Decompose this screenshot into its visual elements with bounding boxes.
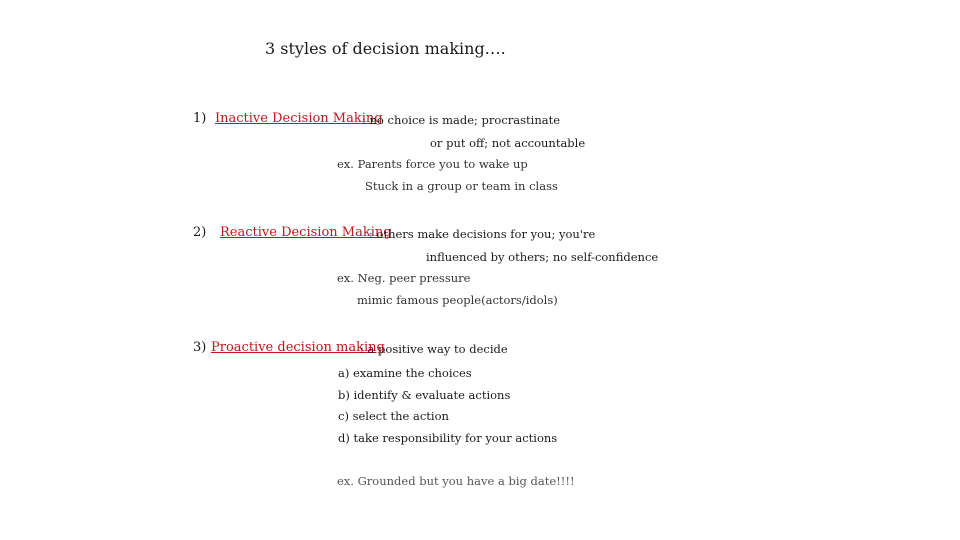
- section-3-number: 3): [193, 340, 207, 355]
- section-3-heading: Proactive decision making: [211, 340, 385, 355]
- section-2-desc-line1: : others make decisions for you; you're: [369, 227, 596, 241]
- section-3-example-line1: ex. Grounded but you have a big date!!!!: [337, 474, 575, 488]
- section-1-example-line2: Stuck in a group or team in class: [365, 179, 558, 193]
- section-3-step-d: d) take responsibility for your actions: [338, 431, 558, 445]
- section-2-example-line2: mimic famous people(actors/idols): [357, 293, 558, 307]
- section-1-desc-line1: : no choice is made; procrastinate: [362, 113, 561, 127]
- section-3-step-c: c) select the action: [338, 409, 449, 423]
- section-1-heading: Inactive Decision Making: [215, 111, 383, 126]
- section-1-number: 1): [193, 111, 207, 126]
- section-1-desc-line2: or put off; not accountable: [430, 136, 586, 150]
- section-2-example-line1: ex. Neg. peer pressure: [337, 271, 471, 285]
- section-2-desc-line2: influenced by others; no self-confidence: [426, 250, 659, 264]
- section-2-heading: Reactive Decision Making: [220, 225, 392, 240]
- section-3-step-a: a) examine the choices: [338, 366, 472, 380]
- section-3-desc-line1: : a positive way to decide: [360, 342, 508, 356]
- slide-title: 3 styles of decision making….: [265, 39, 506, 58]
- section-3-step-b: b) identify & evaluate actions: [338, 388, 511, 402]
- section-2-number: 2): [193, 225, 207, 240]
- section-1-example-line1: ex. Parents force you to wake up: [337, 157, 528, 171]
